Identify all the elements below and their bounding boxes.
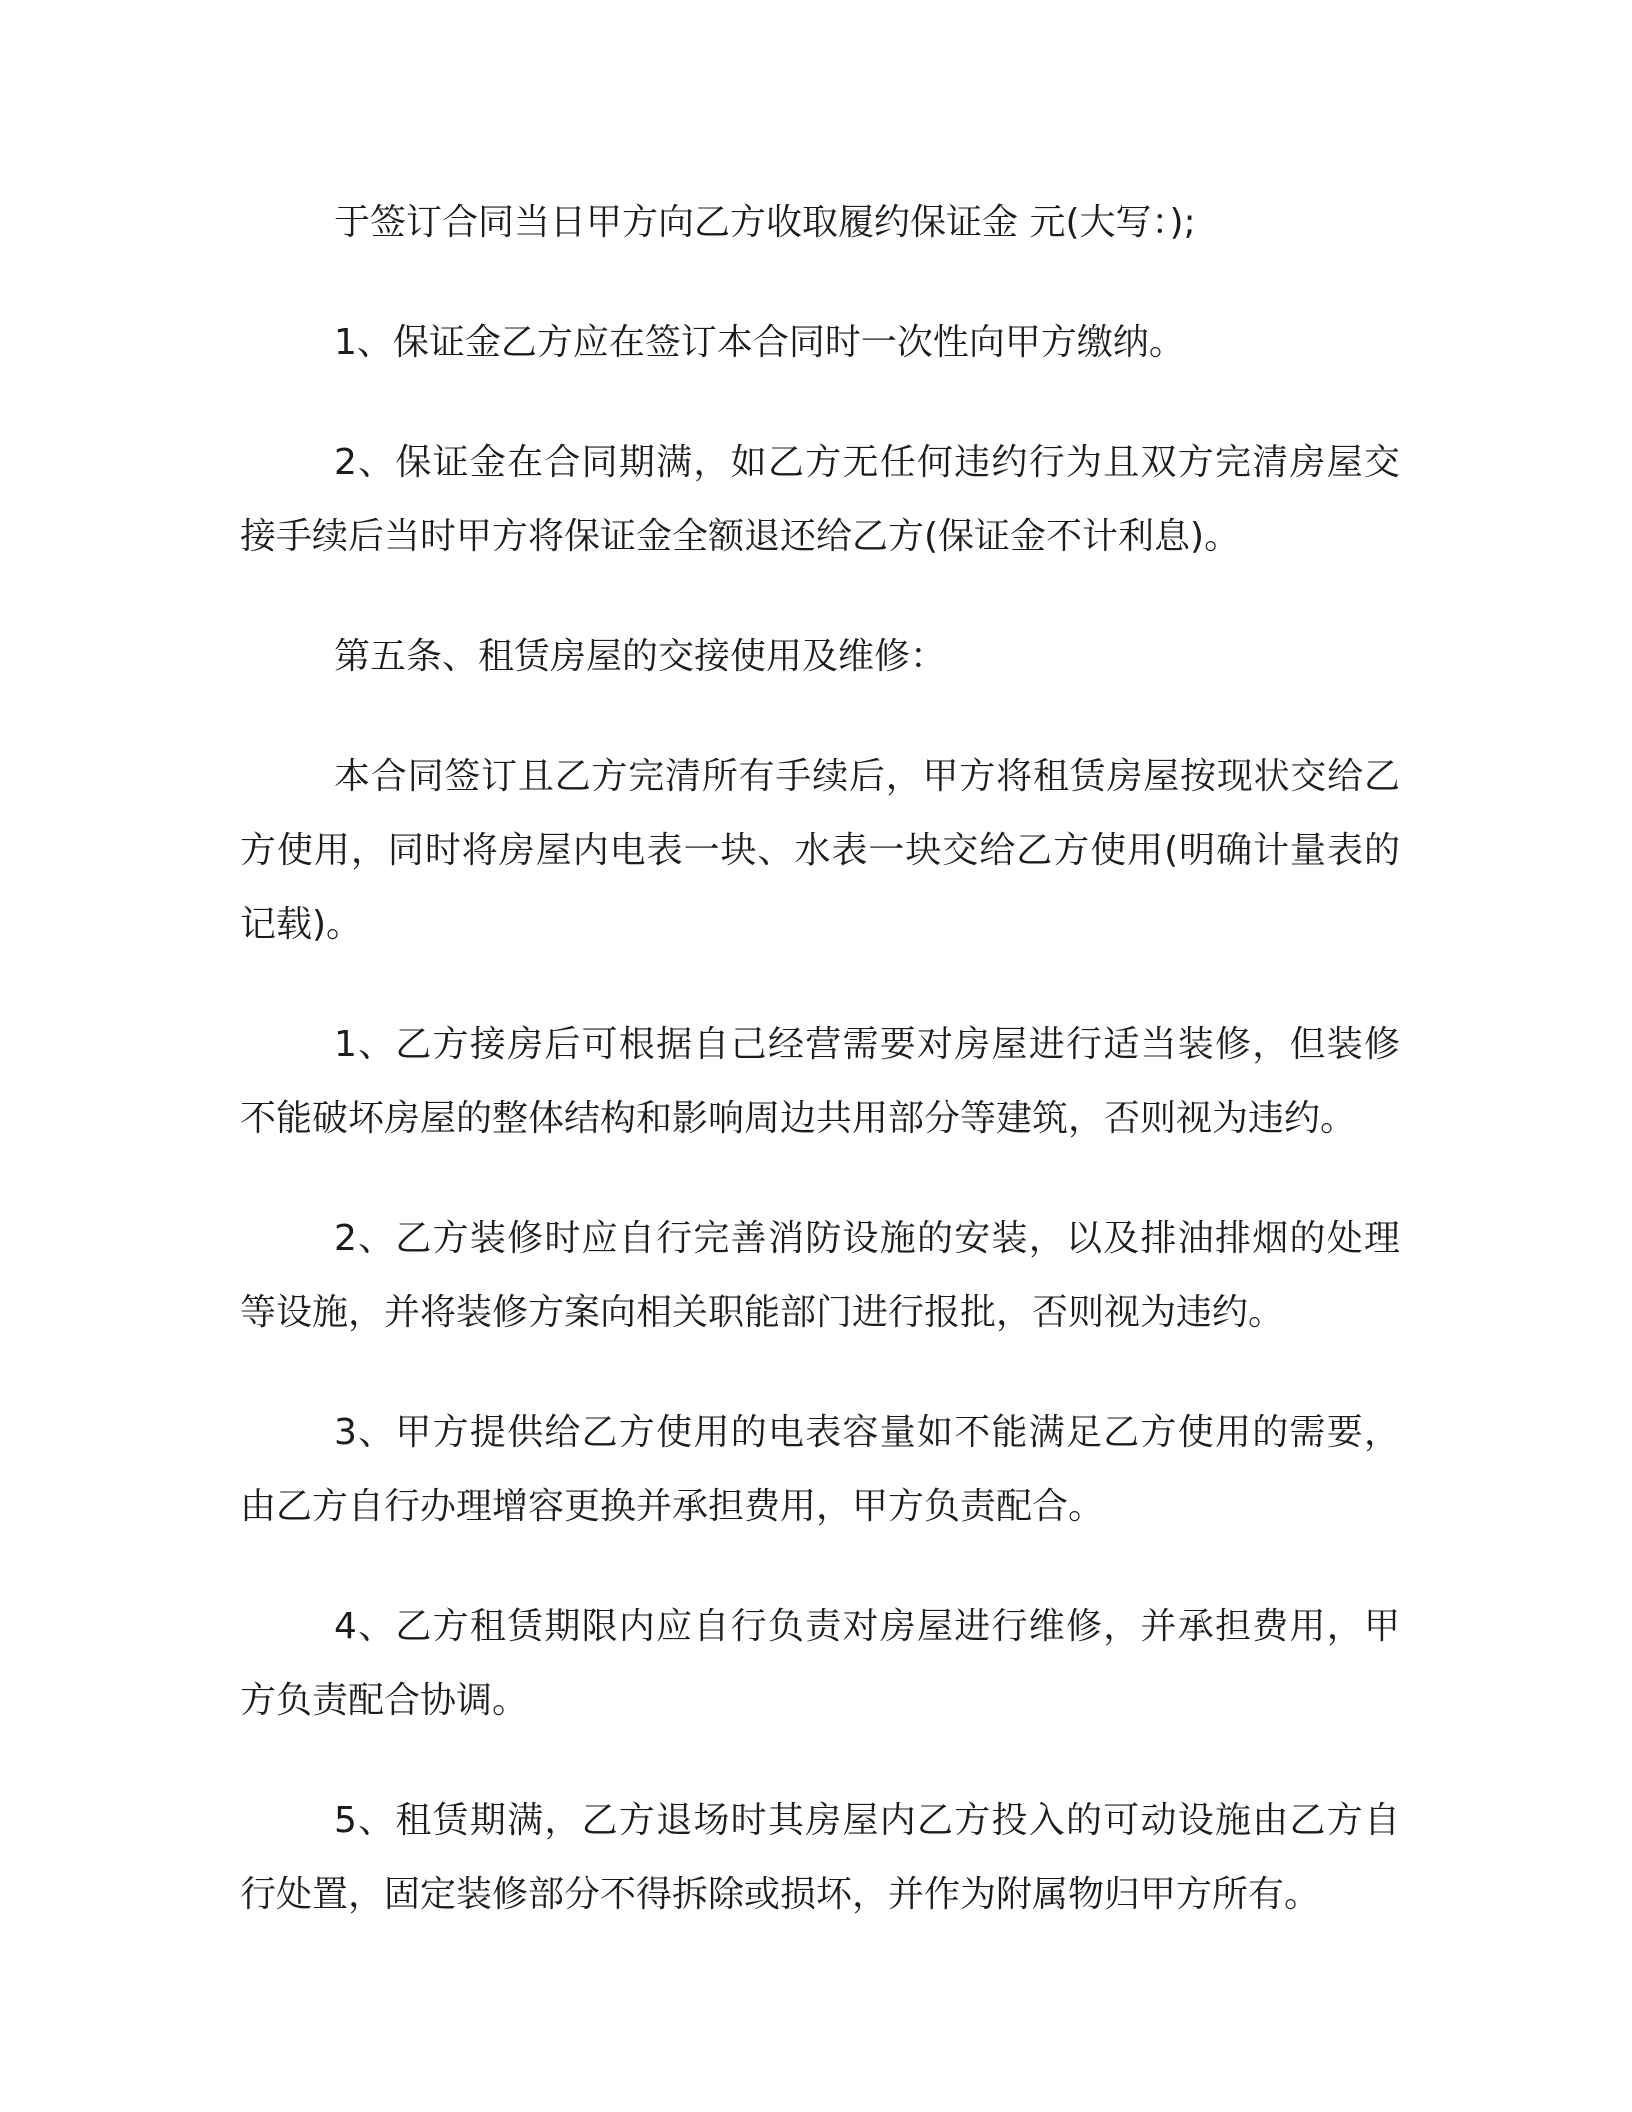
text-line: 5、租赁期满，乙方退场时其房屋内乙方投入的可动设施由乙方 — [334, 1800, 1364, 1841]
paragraph-renovation-item-5 — [240, 1784, 1400, 1932]
text-line: 本合同签订且乙方完清所有手续后，甲方将租赁房屋按现状交给 — [334, 756, 1364, 797]
text-line: 约。 — [1284, 1098, 1357, 1139]
paragraph-renovation-item-3 — [240, 1396, 1400, 1544]
text-line: 自行处置，固定装修部分不得拆除或损坏，并作为附属物归甲方所有。 — [240, 1800, 1400, 1915]
paragraph-handover — [240, 740, 1400, 962]
text-line: 1、保证金乙方应在签订本合同时一次性向甲方缴纳。 — [334, 322, 1185, 363]
paragraph-renovation-item-4 — [240, 1590, 1400, 1738]
paragraph-renovation-item-1 — [240, 1008, 1400, 1156]
text-line: 第五条、租赁房屋的交接使用及维修： — [334, 636, 947, 677]
text-line: 4、乙方租赁期限内应自行负责对房屋进行维修，并承担费用， — [334, 1606, 1364, 1647]
text-line: 2、乙方装修时应自行完善消防设施的安装，以及排油排烟的处 — [334, 1218, 1364, 1259]
text-line: 表的记载)。 — [240, 830, 1400, 945]
text-line: 乙方使用，同时将房屋内电表一块、水表一块交给乙方使用(明确计量 — [240, 756, 1400, 871]
text-line: 修不能破坏房屋的整体结构和影响周边共用部分等建筑，否则视为违 — [240, 1024, 1400, 1139]
paragraph-deposit-item-2 — [240, 426, 1400, 574]
text-line: 1、乙方接房后可根据自己经营需要对房屋进行适当装修，但装 — [334, 1024, 1364, 1065]
text-line: 交接手续后当时甲方将保证金全额退还给乙方(保证金不计利息)。 — [240, 442, 1400, 557]
text-line: 理等设施，并将装修方案向相关职能部门进行报批，否则视为违约。 — [240, 1218, 1400, 1333]
text-line: 由乙方自行办理增容更换并承担费用，甲方负责配合。 — [240, 1486, 1105, 1527]
article-5-heading — [240, 620, 1400, 694]
text-line: 3、甲方提供给乙方使用的电表容量如不能满足乙方使用的需要， — [334, 1412, 1400, 1453]
text-line: 2、保证金在合同期满，如乙方无任何违约行为且双方完清房屋 — [334, 442, 1364, 483]
text-line: 甲方负责配合协调。 — [240, 1606, 1400, 1721]
document-page — [240, 186, 1400, 1978]
paragraph-deposit-item-1 — [240, 306, 1400, 380]
text-line: 于签订合同当日甲方向乙方收取履约保证金 元(大写：); — [334, 202, 1196, 243]
paragraph-renovation-item-2 — [240, 1202, 1400, 1350]
paragraph-deposit-collection — [240, 186, 1400, 260]
